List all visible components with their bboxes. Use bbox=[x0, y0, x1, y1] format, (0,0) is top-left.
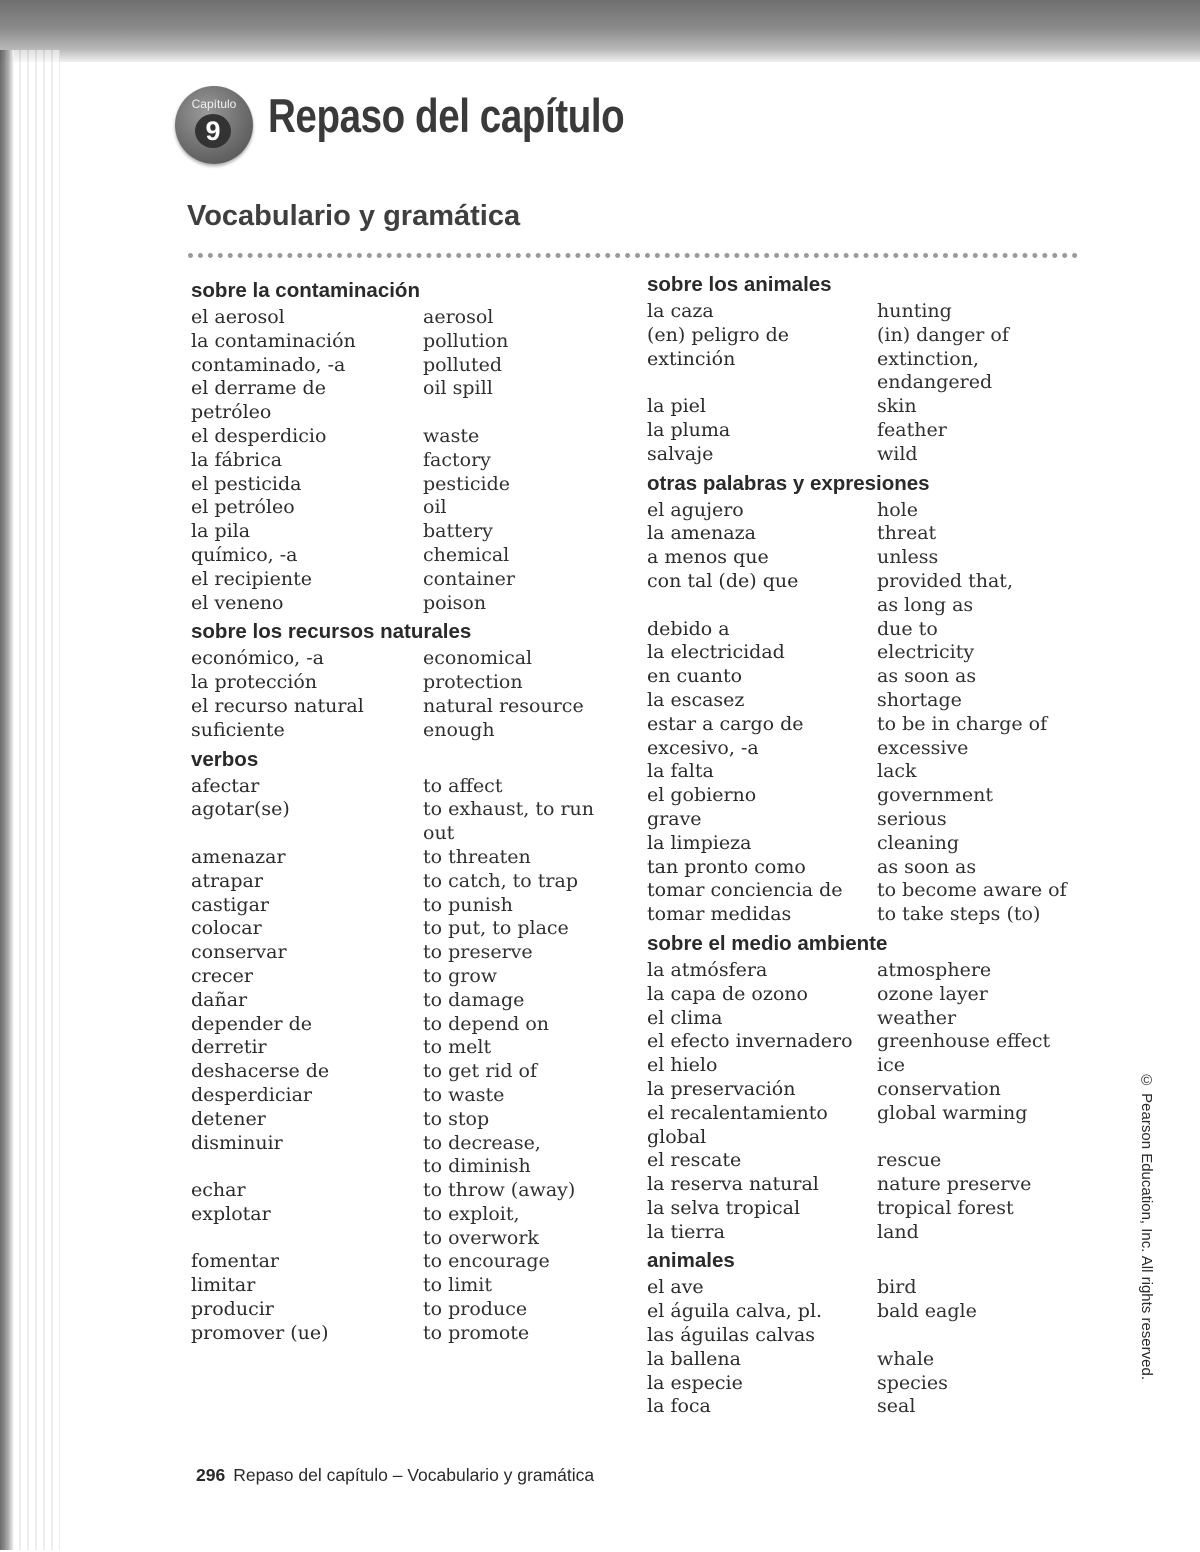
english-translation: chemical bbox=[423, 543, 510, 566]
english-translation: bird bbox=[877, 1276, 917, 1299]
spanish-term: el ave bbox=[647, 1276, 704, 1299]
english-translation: nature preserve bbox=[877, 1173, 1032, 1196]
english-translation: to get rid of bbox=[423, 1060, 538, 1083]
vocab-entry bbox=[191, 647, 631, 671]
category-heading: animales bbox=[647, 1249, 735, 1273]
spanish-term: crecer bbox=[191, 964, 253, 987]
vocab-entry bbox=[647, 570, 1077, 618]
english-translation: to waste bbox=[423, 1083, 505, 1106]
vocab-entry bbox=[191, 592, 631, 616]
english-translation: atmosphere bbox=[877, 958, 992, 981]
spanish-term: el pesticida bbox=[191, 472, 302, 495]
english-translation: whale bbox=[877, 1347, 935, 1370]
spanish-term: la amenaza bbox=[647, 522, 756, 545]
vocab-entry bbox=[647, 1173, 1077, 1197]
english-translation: poison bbox=[423, 591, 487, 614]
spanish-term: detener bbox=[191, 1107, 266, 1130]
spanish-term: la atmósfera bbox=[647, 958, 768, 981]
english-translation: skin bbox=[877, 395, 917, 418]
spanish-term: echar bbox=[191, 1179, 246, 1202]
spanish-term: el rescate bbox=[647, 1149, 742, 1172]
vocab-entry bbox=[647, 983, 1077, 1007]
english-translation: land bbox=[877, 1220, 919, 1243]
category-heading: sobre la contaminación bbox=[191, 279, 420, 302]
vocab-entry bbox=[647, 760, 1077, 784]
spanish-term: salvaje bbox=[647, 442, 714, 465]
spanish-term: debido a bbox=[647, 617, 730, 640]
english-translation: global warming bbox=[877, 1101, 1028, 1124]
spanish-term: la especie bbox=[647, 1371, 743, 1394]
english-translation: excessive bbox=[877, 736, 969, 759]
spanish-term: fomentar bbox=[191, 1250, 280, 1273]
dotted-divider bbox=[188, 253, 1078, 258]
spanish-term: afectar bbox=[191, 774, 260, 797]
spanish-term: el desperdicio bbox=[191, 424, 327, 447]
category-heading: sobre el medio ambiente bbox=[647, 931, 888, 955]
vocab-entry bbox=[191, 941, 631, 965]
vocab-entry bbox=[647, 713, 1077, 737]
english-translation: provided that, as long as bbox=[877, 569, 1013, 616]
english-translation: to decrease, to diminish bbox=[423, 1131, 541, 1178]
english-translation: to put, to place bbox=[423, 917, 569, 940]
english-translation: rescue bbox=[877, 1149, 942, 1172]
spanish-term: disminuir bbox=[191, 1131, 283, 1154]
vocab-entry bbox=[191, 449, 631, 473]
english-translation: waste bbox=[423, 424, 480, 447]
english-translation: container bbox=[423, 567, 515, 590]
vocab-entry bbox=[191, 544, 631, 568]
english-translation: to stop bbox=[423, 1107, 490, 1130]
vocab-entry bbox=[191, 1060, 631, 1084]
english-translation: serious bbox=[877, 807, 947, 830]
spanish-term: la preservación bbox=[647, 1077, 796, 1100]
spanish-term: el recurso natural bbox=[191, 694, 364, 717]
spanish-term: el hielo bbox=[647, 1054, 718, 1077]
vocab-entry bbox=[647, 784, 1077, 808]
english-translation: seal bbox=[877, 1395, 916, 1418]
vocab-entry bbox=[647, 395, 1077, 419]
spanish-term: la foca bbox=[647, 1395, 711, 1418]
english-translation: (in) danger of extinction, endangered bbox=[877, 323, 1009, 394]
spanish-term: la piel bbox=[647, 395, 707, 418]
english-translation: to melt bbox=[423, 1036, 492, 1059]
category-heading: otras palabras y expresiones bbox=[647, 471, 930, 495]
vocab-entry bbox=[191, 1108, 631, 1132]
vocab-entry bbox=[191, 1084, 631, 1108]
section-title: Vocabulario y gramática bbox=[187, 200, 521, 232]
spanish-term: depender de bbox=[191, 1012, 312, 1035]
chapter-number: 9 bbox=[195, 114, 231, 148]
copyright-notice: © Pearson Education, Inc. All rights reserved. bbox=[1138, 1072, 1155, 1380]
spanish-term: la protección bbox=[191, 671, 318, 694]
vocab-entry bbox=[647, 324, 1077, 395]
spanish-term: económico, -a bbox=[191, 647, 324, 670]
spanish-term: la capa de ozono bbox=[647, 982, 808, 1005]
vocab-entry bbox=[191, 870, 631, 894]
spanish-term: el efecto invernadero bbox=[647, 1030, 853, 1053]
english-translation: species bbox=[877, 1371, 948, 1394]
spanish-term: contaminado, -a bbox=[191, 353, 346, 376]
page-footer bbox=[196, 1465, 594, 1486]
spanish-term: (en) peligro de extinción bbox=[647, 323, 790, 370]
vocab-entry bbox=[191, 719, 631, 743]
vocab-entry bbox=[647, 1276, 1077, 1300]
spanish-term: el recipiente bbox=[191, 567, 313, 590]
english-translation: factory bbox=[423, 448, 491, 471]
vocab-entry bbox=[647, 1007, 1077, 1031]
spanish-term: suficiente bbox=[191, 718, 285, 741]
vocab-entry bbox=[647, 1300, 1077, 1348]
vocab-entry bbox=[191, 1132, 631, 1180]
spanish-term: castigar bbox=[191, 893, 270, 916]
vocab-entry bbox=[647, 618, 1077, 642]
english-translation: polluted bbox=[423, 353, 503, 376]
spanish-term: estar a cargo de bbox=[647, 712, 804, 735]
english-translation: weather bbox=[877, 1006, 957, 1029]
vocab-entry bbox=[191, 1250, 631, 1274]
vocab-entry bbox=[647, 1372, 1077, 1396]
spanish-term: deshacerse de bbox=[191, 1060, 330, 1083]
english-translation: ozone layer bbox=[877, 982, 988, 1005]
english-translation: to exploit, to overwork bbox=[423, 1202, 539, 1249]
vocab-entry bbox=[191, 1322, 631, 1346]
spanish-term: limitar bbox=[191, 1274, 256, 1297]
vocab-entry bbox=[191, 568, 631, 592]
category-heading: verbos bbox=[191, 747, 259, 771]
chapter-badge bbox=[175, 86, 253, 164]
spanish-term: químico, -a bbox=[191, 543, 298, 566]
english-translation: pesticide bbox=[423, 472, 510, 495]
spanish-term: conservar bbox=[191, 941, 287, 964]
english-translation: to affect bbox=[423, 774, 503, 797]
vocab-entry bbox=[647, 737, 1077, 761]
page-binding-shadow bbox=[0, 50, 14, 1550]
spanish-term: tan pronto como bbox=[647, 855, 806, 878]
vocab-entry bbox=[647, 641, 1077, 665]
category-heading: sobre los animales bbox=[647, 273, 832, 296]
spanish-term: el recalentamiento global bbox=[647, 1101, 828, 1148]
english-translation: conservation bbox=[877, 1077, 1001, 1100]
vocab-entry bbox=[647, 808, 1077, 832]
spanish-term: el gobierno bbox=[647, 784, 757, 807]
spanish-term: dañar bbox=[191, 988, 248, 1011]
spanish-term: agotar(se) bbox=[191, 798, 290, 821]
vocab-entry bbox=[191, 1179, 631, 1203]
spanish-term: la selva tropical bbox=[647, 1196, 801, 1219]
english-translation: greenhouse effect bbox=[877, 1030, 1051, 1053]
english-translation: as soon as bbox=[877, 855, 977, 878]
english-translation: to be in charge of bbox=[877, 712, 1048, 735]
vocab-entry bbox=[191, 989, 631, 1013]
scan-shadow-top bbox=[0, 0, 1200, 62]
english-translation: to promote bbox=[423, 1321, 530, 1344]
vocab-entry bbox=[191, 1203, 631, 1251]
spanish-term: colocar bbox=[191, 917, 262, 940]
english-translation: to limit bbox=[423, 1274, 492, 1297]
spanish-term: la falta bbox=[647, 760, 714, 783]
vocab-entry bbox=[191, 306, 631, 330]
vocab-entry bbox=[191, 965, 631, 989]
vocab-entry bbox=[191, 798, 631, 846]
english-translation: to damage bbox=[423, 988, 525, 1011]
vocab-entry bbox=[647, 689, 1077, 713]
vocab-entry bbox=[647, 443, 1077, 467]
english-translation: to preserve bbox=[423, 941, 533, 964]
vocab-entry bbox=[191, 473, 631, 497]
vocab-entry bbox=[191, 846, 631, 870]
spanish-term: explotar bbox=[191, 1202, 271, 1225]
vocab-entry bbox=[647, 499, 1077, 523]
vocab-entry bbox=[191, 894, 631, 918]
spanish-term: atrapar bbox=[191, 869, 263, 892]
vocab-entry bbox=[191, 330, 631, 354]
spanish-term: la caza bbox=[647, 300, 714, 322]
chapter-word: Capítulo bbox=[191, 97, 237, 111]
spanish-term: la limpieza bbox=[647, 831, 752, 854]
english-translation: to exhaust, to run out bbox=[423, 798, 595, 845]
spanish-term: el aerosol bbox=[191, 306, 285, 328]
vocab-entry bbox=[191, 520, 631, 544]
spanish-term: el águila calva, pl. las águilas calvas bbox=[647, 1300, 823, 1347]
spanish-term: la fábrica bbox=[191, 448, 283, 471]
english-translation: economical bbox=[423, 647, 533, 670]
english-translation: to throw (away) bbox=[423, 1179, 576, 1202]
spanish-term: derretir bbox=[191, 1036, 267, 1059]
vocab-entry bbox=[647, 856, 1077, 880]
spanish-term: el veneno bbox=[191, 591, 284, 614]
spanish-term: grave bbox=[647, 807, 702, 830]
english-translation: wild bbox=[877, 442, 918, 465]
spanish-term: con tal (de) que bbox=[647, 569, 799, 592]
spanish-term: amenazar bbox=[191, 845, 286, 868]
spanish-term: excesivo, -a bbox=[647, 736, 759, 759]
spanish-term: desperdiciar bbox=[191, 1083, 313, 1106]
english-translation: to produce bbox=[423, 1298, 528, 1321]
spanish-term: la pila bbox=[191, 520, 251, 543]
english-translation: to take steps (to) bbox=[877, 903, 1041, 926]
english-translation: to catch, to trap bbox=[423, 869, 578, 892]
english-translation: hole bbox=[877, 498, 918, 521]
english-translation: unless bbox=[877, 546, 939, 569]
english-translation: threat bbox=[877, 522, 937, 545]
vocab-entry bbox=[191, 671, 631, 695]
english-translation: to become aware of bbox=[877, 879, 1067, 902]
english-translation: to encourage bbox=[423, 1250, 550, 1273]
vocab-entry bbox=[647, 419, 1077, 443]
english-translation: cleaning bbox=[877, 831, 960, 854]
english-translation: due to bbox=[877, 617, 938, 640]
english-translation: tropical forest bbox=[877, 1196, 1014, 1219]
vocab-entry bbox=[647, 1054, 1077, 1078]
vocab-entry bbox=[647, 665, 1077, 689]
vocab-entry bbox=[647, 879, 1077, 903]
english-translation: oil bbox=[423, 496, 447, 519]
spanish-term: la escasez bbox=[647, 688, 745, 711]
spanish-term: el clima bbox=[647, 1006, 723, 1029]
vocab-entry bbox=[647, 1221, 1077, 1245]
english-translation: oil spill bbox=[423, 377, 493, 400]
spanish-term: producir bbox=[191, 1298, 274, 1321]
spanish-term: el petróleo bbox=[191, 496, 295, 519]
spanish-term: la electricidad bbox=[647, 641, 785, 664]
english-translation: lack bbox=[877, 760, 917, 783]
english-translation: battery bbox=[423, 520, 493, 543]
vocab-entry bbox=[191, 1013, 631, 1037]
english-translation: bald eagle bbox=[877, 1300, 977, 1323]
spanish-term: la contaminación bbox=[191, 329, 356, 352]
english-translation: to punish bbox=[423, 893, 513, 916]
vocab-entry bbox=[191, 917, 631, 941]
english-translation: as soon as bbox=[877, 665, 977, 688]
english-translation: electricity bbox=[877, 641, 975, 664]
vocab-entry bbox=[191, 496, 631, 520]
vocab-entry bbox=[191, 425, 631, 449]
vocab-entry bbox=[191, 1274, 631, 1298]
vocab-entry bbox=[191, 377, 631, 425]
vocab-entry bbox=[647, 1030, 1077, 1054]
left-vocab-column bbox=[191, 274, 631, 1346]
english-translation: to depend on bbox=[423, 1012, 550, 1035]
page-title: Repaso del capítulo bbox=[268, 89, 625, 142]
vocab-entry bbox=[647, 522, 1077, 546]
vocab-entry bbox=[647, 1078, 1077, 1102]
spanish-term: tomar conciencia de bbox=[647, 879, 843, 902]
vocab-entry bbox=[191, 354, 631, 378]
spanish-term: la pluma bbox=[647, 418, 731, 441]
page-number: 296 bbox=[196, 1465, 226, 1485]
english-translation: hunting bbox=[877, 300, 952, 322]
english-translation: aerosol bbox=[423, 306, 494, 328]
category-heading: sobre los recursos naturales bbox=[191, 620, 472, 644]
vocab-entry bbox=[647, 1102, 1077, 1150]
right-vocab-column bbox=[647, 268, 1077, 1419]
footer-text: Repaso del capítulo – Vocabulario y gramática bbox=[233, 1465, 595, 1485]
english-translation: to grow bbox=[423, 964, 498, 987]
vocab-entry bbox=[647, 959, 1077, 983]
vocab-entry bbox=[191, 775, 631, 799]
english-translation: natural resource bbox=[423, 694, 584, 717]
english-translation: to threaten bbox=[423, 845, 531, 868]
spanish-term: promover (ue) bbox=[191, 1321, 329, 1344]
vocab-entry bbox=[191, 1036, 631, 1060]
vocab-entry bbox=[647, 546, 1077, 570]
vocab-entry bbox=[647, 300, 1077, 324]
english-translation: ice bbox=[877, 1054, 905, 1077]
vocab-entry bbox=[647, 832, 1077, 856]
vocab-entry bbox=[647, 1395, 1077, 1419]
vocab-entry bbox=[191, 1298, 631, 1322]
spanish-term: la reserva natural bbox=[647, 1173, 819, 1196]
vocab-entry bbox=[647, 903, 1077, 927]
english-translation: enough bbox=[423, 718, 495, 741]
english-translation: protection bbox=[423, 671, 523, 694]
english-translation: pollution bbox=[423, 329, 509, 352]
english-translation: feather bbox=[877, 418, 947, 441]
english-translation: shortage bbox=[877, 688, 962, 711]
vocab-entry bbox=[647, 1197, 1077, 1221]
spanish-term: el derrame de petróleo bbox=[191, 377, 326, 424]
spanish-term: la ballena bbox=[647, 1347, 741, 1370]
spanish-term: en cuanto bbox=[647, 665, 743, 688]
spanish-term: tomar medidas bbox=[647, 903, 792, 926]
vocab-entry bbox=[191, 695, 631, 719]
spanish-term: a menos que bbox=[647, 546, 769, 569]
vocab-entry bbox=[647, 1149, 1077, 1173]
english-translation: government bbox=[877, 784, 994, 807]
spanish-term: la tierra bbox=[647, 1220, 725, 1243]
spanish-term: el agujero bbox=[647, 498, 744, 521]
vocab-entry bbox=[647, 1348, 1077, 1372]
